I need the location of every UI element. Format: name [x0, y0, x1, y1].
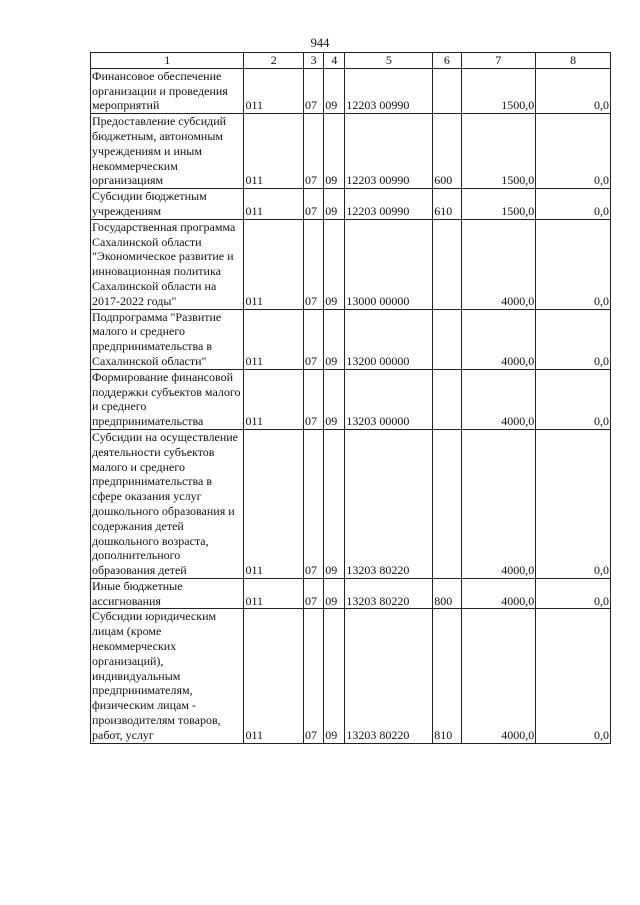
subsection-code: 09: [324, 578, 345, 609]
expense-type-code: [433, 309, 461, 369]
expense-type-code: [433, 219, 461, 309]
page-number: 944: [310, 36, 330, 50]
target-code: 13203 80220: [345, 429, 433, 578]
table-row: [91, 578, 611, 609]
amount-2: 0,0: [536, 114, 611, 189]
section-code: 07: [304, 189, 324, 220]
section-code: 07: [304, 578, 324, 609]
subsection-code: 09: [324, 609, 345, 743]
subsection-code: 09: [324, 429, 345, 578]
budget-table: [90, 52, 611, 744]
section-code: 07: [304, 309, 324, 369]
row-name: Подпрограмма "Развитие малого и среднего предпринимательства в Сахалинской области": [91, 309, 244, 369]
amount: 4000,0: [461, 609, 536, 743]
subsection-code: 09: [324, 68, 345, 113]
admin-code: 011: [244, 578, 304, 609]
admin-code: 011: [244, 309, 304, 369]
expense-type-code: [433, 68, 461, 113]
row-name: Государственная программа Сахалинской области "Экономическое развитие и инновационная политика Сахалинской области на 2017-2022 годы": [91, 219, 244, 309]
table-row: [91, 309, 611, 369]
target-code: 12203 00990: [345, 114, 433, 189]
subsection-code: 09: [324, 114, 345, 189]
section-code: 07: [304, 114, 324, 189]
amount: 1500,0: [461, 189, 536, 220]
expense-type-code: 810: [433, 609, 461, 743]
target-code: 13203 80220: [345, 578, 433, 609]
amount-2: 0,0: [536, 609, 611, 743]
subsection-code: 09: [324, 369, 345, 429]
expense-type-code: 600: [433, 114, 461, 189]
amount: 4000,0: [461, 309, 536, 369]
subsection-code: 09: [324, 309, 345, 369]
column-header: 1: [91, 53, 244, 69]
target-code: 13000 00000: [345, 219, 433, 309]
row-name: Субсидии на осуществление деятельности субъектов малого и среднего предпринимательства в сфере оказания услуг дошкольного образования и содержания детей дошкольного возраста, дополнительного образования детей: [91, 429, 244, 578]
row-name: Формирование финансовой поддержки субъектов малого и среднего предпринимательства: [91, 369, 244, 429]
section-code: 07: [304, 219, 324, 309]
admin-code: 011: [244, 369, 304, 429]
table-row: [91, 369, 611, 429]
admin-code: 011: [244, 429, 304, 578]
table-row: [91, 114, 611, 189]
header-row: [91, 53, 611, 69]
admin-code: 011: [244, 189, 304, 220]
subsection-code: 09: [324, 219, 345, 309]
amount-2: 0,0: [536, 219, 611, 309]
table-row: [91, 429, 611, 578]
target-code: 13203 00000: [345, 369, 433, 429]
target-code: 12203 00990: [345, 68, 433, 113]
column-header: 8: [536, 53, 611, 69]
table-row: [91, 609, 611, 743]
admin-code: 011: [244, 114, 304, 189]
column-header: 5: [345, 53, 433, 69]
amount-2: 0,0: [536, 369, 611, 429]
expense-type-code: [433, 369, 461, 429]
table-row: [91, 68, 611, 113]
amount-2: 0,0: [536, 68, 611, 113]
section-code: 07: [304, 429, 324, 578]
row-name: Субсидии бюджетным учреждениям: [91, 189, 244, 220]
amount: 4000,0: [461, 369, 536, 429]
section-code: 07: [304, 369, 324, 429]
section-code: 07: [304, 609, 324, 743]
amount: 4000,0: [461, 429, 536, 578]
amount-2: 0,0: [536, 429, 611, 578]
target-code: 12203 00990: [345, 189, 433, 220]
amount-2: 0,0: [536, 309, 611, 369]
admin-code: 011: [244, 68, 304, 113]
admin-code: 011: [244, 609, 304, 743]
expense-type-code: [433, 429, 461, 578]
column-header: 6: [433, 53, 461, 69]
admin-code: 011: [244, 219, 304, 309]
amount-2: 0,0: [536, 189, 611, 220]
amount: 1500,0: [461, 114, 536, 189]
row-name: Иные бюджетные ассигнования: [91, 578, 244, 609]
column-header: 4: [324, 53, 345, 69]
target-code: 13200 00000: [345, 309, 433, 369]
amount-2: 0,0: [536, 578, 611, 609]
table-row: [91, 219, 611, 309]
table-row: [91, 189, 611, 220]
expense-type-code: 610: [433, 189, 461, 220]
amount: 1500,0: [461, 68, 536, 113]
column-header: 7: [461, 53, 536, 69]
column-header: 3: [304, 53, 324, 69]
amount: 4000,0: [461, 578, 536, 609]
expense-type-code: 800: [433, 578, 461, 609]
amount: 4000,0: [461, 219, 536, 309]
row-name: Финансовое обеспечение организации и проведения мероприятий: [91, 68, 244, 113]
target-code: 13203 80220: [345, 609, 433, 743]
row-name: Субсидии юридическим лицам (кроме некоммерческих организаций), индивидуальным предпринимателям, физическим лицам - производителям товаров, работ, услуг: [91, 609, 244, 743]
section-code: 07: [304, 68, 324, 113]
column-header: 2: [244, 53, 304, 69]
row-name: Предоставление субсидий бюджетным, автономным учреждениям и иным некоммерческим организациям: [91, 114, 244, 189]
subsection-code: 09: [324, 189, 345, 220]
